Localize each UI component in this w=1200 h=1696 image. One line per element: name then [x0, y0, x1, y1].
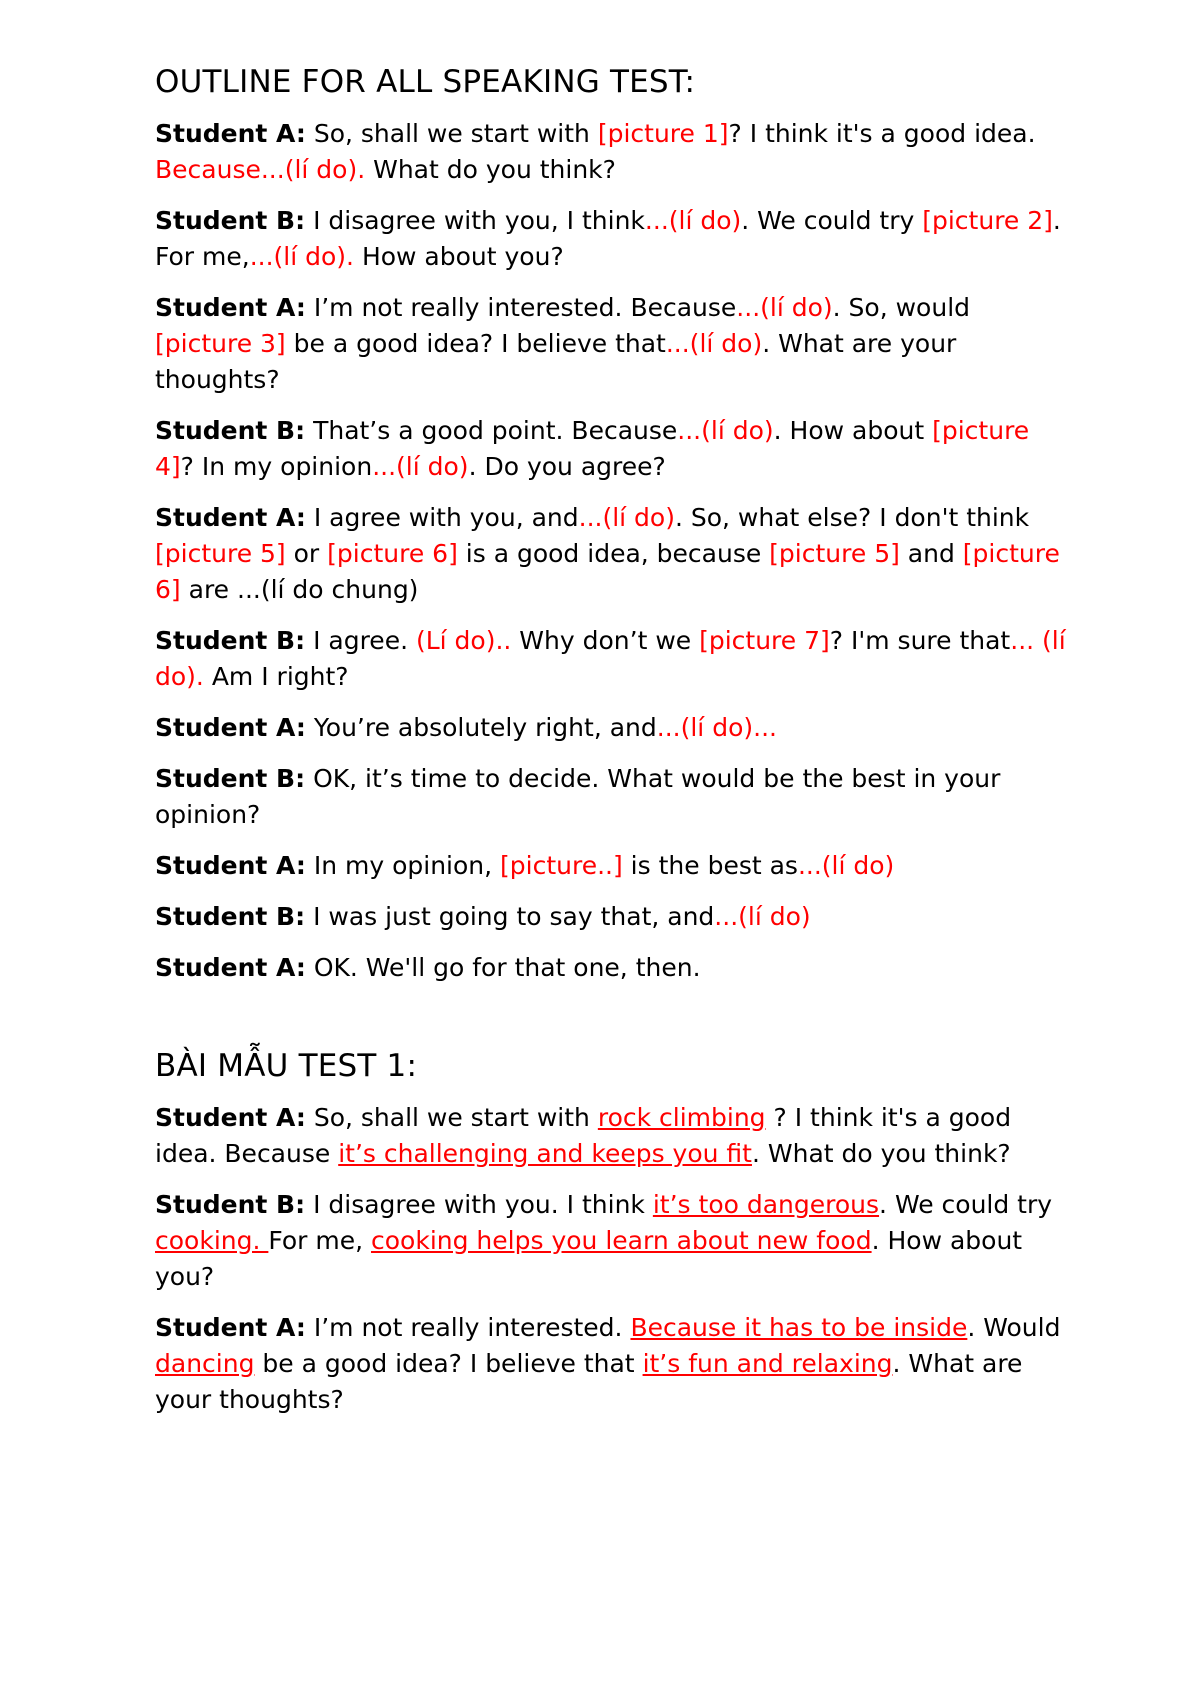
dialogue-text: ? I think it's a good idea. [728, 119, 1036, 148]
speaker-label: Student A: [155, 503, 306, 532]
speaker-label: Student B: [155, 206, 306, 235]
dialogue-text: So, shall we start with [305, 1103, 598, 1132]
dialogue-text: You’re absolutely right, and [305, 713, 657, 742]
dialogue-text: are ...(lí do chung) [180, 575, 419, 604]
dialogue-line [155, 1100, 1075, 1172]
speaker-label: Student A: [155, 953, 306, 982]
dialogue-text: OK. We'll go for that one, then. [305, 953, 701, 982]
speaker-label: Student A: [155, 713, 306, 742]
dialogue-text: What do you think? [365, 155, 616, 184]
placeholder-text: ...(lí do) [578, 503, 675, 532]
dialogue-text: . We could try [879, 1190, 1053, 1219]
dialogue-line [155, 848, 1075, 884]
sample-answer-text: it’s challenging and keeps you fit [338, 1139, 752, 1168]
sample-answer-text: Because it has to be inside [630, 1313, 968, 1342]
dialogue-line [155, 413, 1075, 485]
speaker-label: Student A: [155, 1313, 306, 1342]
dialogue-text: I agree with you, and [305, 503, 579, 532]
dialogue-text: ? I think it's a good idea. Because [155, 1103, 1012, 1168]
document-page [155, 62, 1075, 1433]
dialogue-line [155, 950, 1075, 986]
dialogue-line [155, 203, 1075, 275]
speaker-label: Student B: [155, 902, 306, 931]
dialogue-text: How about you? [354, 242, 564, 271]
dialogue-text: . Do you agree? [468, 452, 666, 481]
sample-answer-text: it’s fun and relaxing [642, 1349, 893, 1378]
outline-dialogue [155, 116, 1075, 986]
dialogue-text: . What are your thoughts? [155, 1349, 1023, 1414]
speaker-label: Student A: [155, 119, 306, 148]
dialogue-text: OK, it’s time to decide. What would be the best in your opinion? [155, 764, 1001, 829]
dialogue-text: Am I right? [203, 662, 349, 691]
speaker-label: Student B: [155, 626, 306, 655]
placeholder-text: ...(lí do) [644, 206, 742, 235]
placeholder-text: ...(lí do)... [656, 713, 777, 742]
dialogue-text: . How about [773, 416, 933, 445]
dialogue-text: I agree. [305, 626, 416, 655]
dialogue-text: be a good idea? I believe that [285, 329, 666, 358]
dialogue-text: I was just going to say that, and [305, 902, 715, 931]
placeholder-text: [picture 4] [155, 416, 1030, 481]
dialogue-line [155, 290, 1075, 398]
placeholder-text: [picture 5] [769, 539, 900, 568]
placeholder-text: [picture 2] [922, 206, 1053, 235]
placeholder-text: ...(lí do) [736, 293, 833, 322]
dialogue-text: In my opinion, [305, 851, 501, 880]
dialogue-text: . We could try [741, 206, 923, 235]
dialogue-text: and [899, 539, 963, 568]
dialogue-text: . So, would [832, 293, 971, 322]
dialogue-text: I disagree with you, I think [305, 206, 645, 235]
placeholder-text: ...(lí do) [372, 452, 469, 481]
dialogue-text: For me, [268, 1226, 372, 1255]
placeholder-text: ...(lí do) [677, 416, 774, 445]
dialogue-text: That’s a good point. Because [305, 416, 678, 445]
dialogue-text: be a good idea? I believe that [254, 1349, 643, 1378]
dialogue-line [155, 500, 1075, 608]
dialogue-text: I’m not really interested. Because [305, 293, 737, 322]
sample-answer-text: rock climbing [597, 1103, 766, 1132]
dialogue-text: I’m not really interested. [305, 1313, 631, 1342]
outline-heading: OUTLINE FOR ALL SPEAKING TEST: [155, 64, 696, 100]
placeholder-text: ...(lí do). [249, 242, 354, 271]
dialogue-text: . What are your thoughts? [155, 329, 957, 394]
placeholder-text: ...(lí do) [797, 851, 895, 880]
dialogue-text: So, shall we start with [305, 119, 598, 148]
dialogue-text: ? In my opinion [180, 452, 373, 481]
speaker-label: Student A: [155, 1103, 306, 1132]
placeholder-text: [picture 6] [155, 539, 1060, 604]
dialogue-text: . So, what else? I don't think [674, 503, 1030, 532]
dialogue-text: or [285, 539, 328, 568]
dialogue-line [155, 1187, 1075, 1295]
dialogue-line [155, 116, 1075, 188]
sample-answer-text: cooking helps you learn about new food [371, 1226, 872, 1255]
sample-answer-text: dancing [155, 1349, 255, 1378]
placeholder-text: [picture 3] [155, 329, 286, 358]
placeholder-text: ...(lí do) [665, 329, 763, 358]
speaker-label: Student A: [155, 851, 306, 880]
placeholder-text: (Lí do).. [415, 626, 512, 655]
placeholder-text: [picture 1] [597, 119, 729, 148]
dialogue-line [155, 1310, 1075, 1418]
dialogue-text: Why don’t we [511, 626, 700, 655]
placeholder-text: ... (lí do). [155, 626, 1066, 691]
dialogue-line [155, 710, 1075, 746]
placeholder-text: [picture 6] [327, 539, 458, 568]
dialogue-text: . How about you? [155, 1226, 1023, 1291]
placeholder-text: Because...(lí do). [155, 155, 366, 184]
placeholder-text: [picture..] [500, 851, 623, 880]
sample-heading: BÀI MẪU TEST 1: [155, 1048, 418, 1084]
speaker-label: Student B: [155, 1190, 306, 1219]
dialogue-line [155, 899, 1075, 935]
dialogue-text: ? I'm sure that [829, 626, 1011, 655]
sample-answer-text: it’s too dangerous [652, 1190, 880, 1219]
speaker-label: Student B: [155, 764, 306, 793]
dialogue-text: is the best as [622, 851, 798, 880]
placeholder-text: [picture 7] [699, 626, 830, 655]
placeholder-text: [picture 5] [155, 539, 286, 568]
sample-answer-text: cooking. [155, 1226, 269, 1255]
sample-dialogue [155, 1100, 1075, 1418]
speaker-label: Student B: [155, 416, 306, 445]
dialogue-line [155, 623, 1075, 695]
dialogue-text: . For me, [155, 206, 1061, 271]
dialogue-line [155, 761, 1075, 833]
dialogue-text: . What do you think? [751, 1139, 1011, 1168]
dialogue-text: I disagree with you. I think [305, 1190, 653, 1219]
dialogue-text: is a good idea, because [457, 539, 770, 568]
speaker-label: Student A: [155, 293, 306, 322]
dialogue-text: . Would [967, 1313, 1061, 1342]
placeholder-text: ...(lí do) [714, 902, 811, 931]
